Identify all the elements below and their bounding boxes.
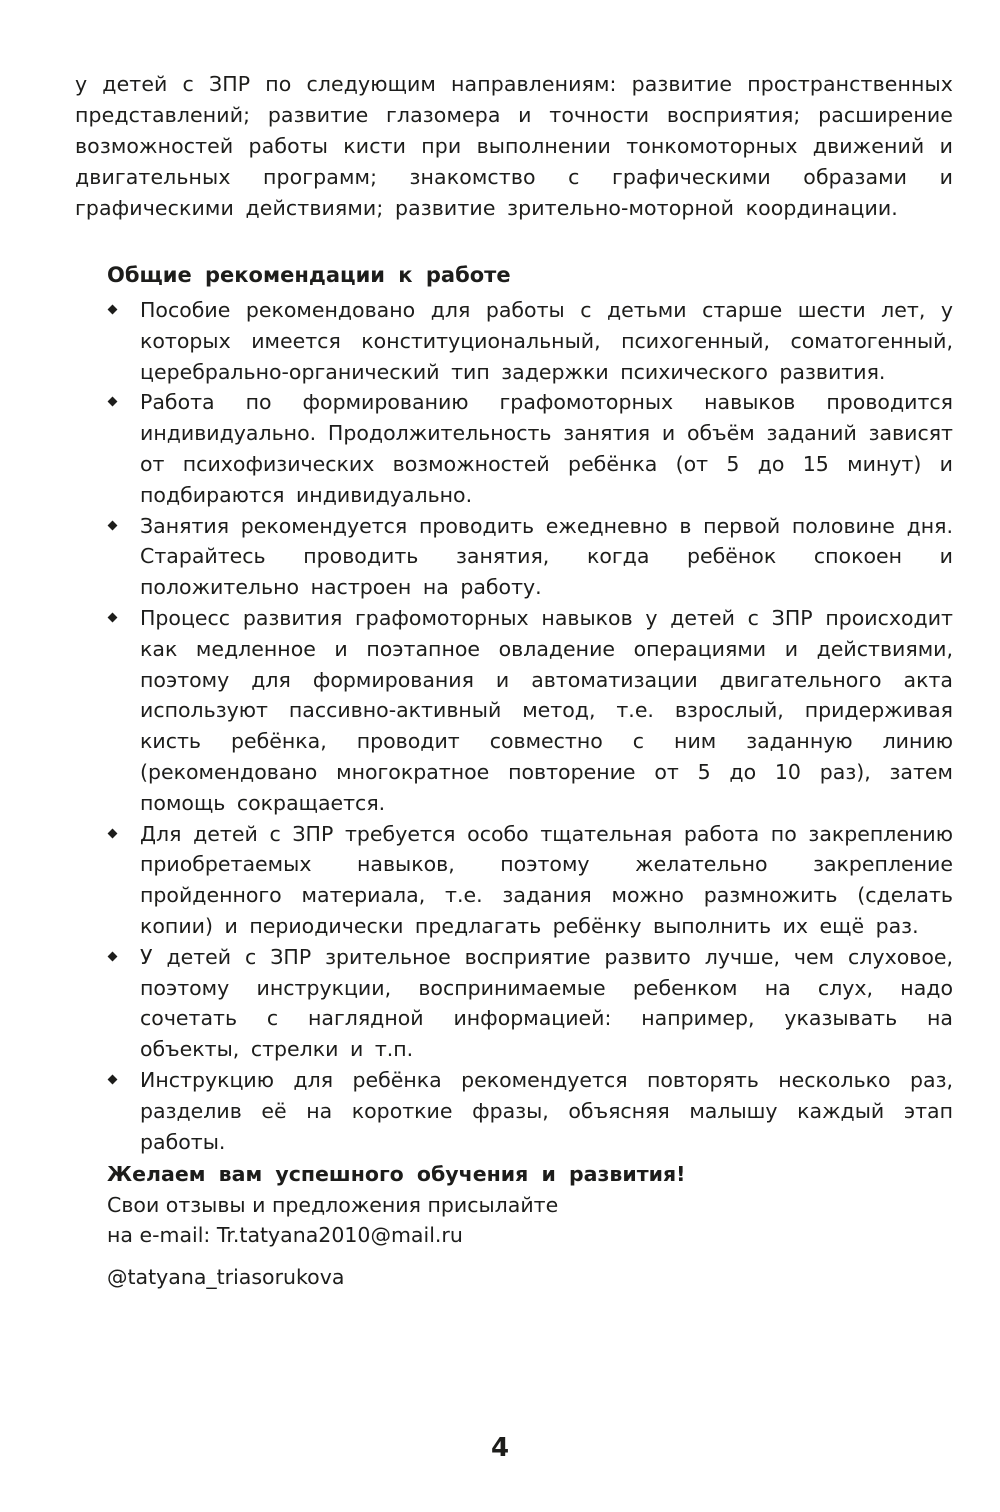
social-handle: @tatyana_triasorukova — [107, 1265, 345, 1289]
list-item — [107, 819, 953, 942]
closing-wish: Желаем вам успешного обучения и развития! — [107, 1162, 686, 1186]
diamond-bullet-icon — [108, 305, 118, 315]
feedback-text: Свои отзывы и предложения присылайте — [107, 1192, 559, 1217]
list-item — [107, 942, 953, 1065]
closing-block — [107, 1159, 807, 1251]
section-heading: Общие рекомендации к работе — [107, 263, 511, 287]
diamond-bullet-icon — [108, 828, 118, 838]
diamond-bullet-icon — [108, 397, 118, 407]
diamond-bullet-icon — [108, 1074, 118, 1084]
diamond-bullet-icon — [108, 520, 118, 530]
list-item — [107, 511, 953, 603]
recommendations-list — [107, 295, 953, 1157]
diamond-bullet-icon — [108, 951, 118, 961]
list-item-text: У детей с ЗПР зрительное восприятие развито лучше, чем слуховое, поэтому инструкции, воспринимаемые ребенком на слух, надо сочетать с наглядной информацией: например, указывать на объекты, стрелки и т.п. — [140, 944, 953, 1062]
list-item-text: Занятия рекомендуется проводить ежедневно в первой половине дня. Старайтесь проводить занятия, когда ребёнок спокоен и положительно настроен на работу. — [140, 513, 953, 600]
page-number: 4 — [490, 1433, 510, 1463]
list-item-text: Процесс развития графомоторных навыков у детей с ЗПР происходит как медленное и поэтапное овладение операциями и действиями, поэтому для формирования и автоматизации двигательного акта используют пассивно-активный метод, т.е. взрослый, придерживая кисть ребёнка, проводит совместно с ним заданную линию (рекомендовано многократное повторение от 5 до 10 раз), затем помощь сокращается. — [140, 605, 953, 815]
diamond-bullet-icon — [108, 613, 118, 623]
list-item-text: Работа по формированию графомоторных навыков проводится индивидуально. Продолжительность занятия и объём заданий зависят от психофизических возможностей ребёнка (от 5 до 15 минут) и подбираются индивидуально. — [140, 390, 953, 507]
email-contact: на e-mail: Tr.tatyana2010@mail.ru — [107, 1223, 463, 1247]
list-item — [107, 603, 953, 819]
list-item-text: Для детей с ЗПР требуется особо тщательная работа по закреплению приобретаемых навыков, поэтому желательно закрепление пройденного материала, т.е. задания можно размножить (сделать копии) и периодически предлагать ребёнку выполнить их ещё раз. — [140, 821, 953, 938]
intro-paragraph: у детей с ЗПР по следующим направлениям: развитие пространственных представлений; развитие глазомера и точности восприятия; расширение возможностей работы кисти при выполнении тонкомоторных движений и двигательных программ; знакомство с графическими образами и графическими действиями; развитие зрительно-моторной координации. — [75, 72, 953, 220]
list-item — [107, 1065, 953, 1157]
list-item — [107, 295, 953, 387]
list-item-text: Инструкцию для ребёнка рекомендуется повторять несколько раз, разделив её на короткие фразы, объясняя малышу каждый этап работы. — [140, 1067, 953, 1154]
list-item — [107, 387, 953, 510]
list-item-text: Пособие рекомендовано для работы с детьми старше шести лет, у которых имеется конституциональный, психогенный, соматогенный, церебрально-органический тип задержки психического развития. — [140, 298, 953, 384]
